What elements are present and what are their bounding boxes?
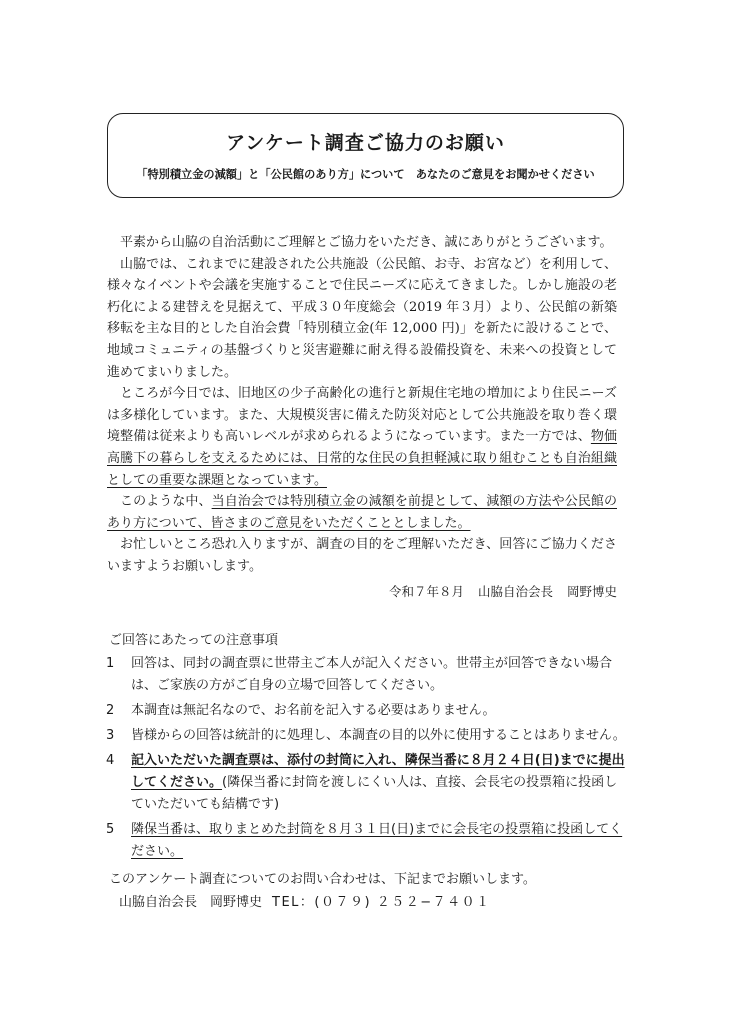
note-item — [106, 750, 626, 816]
intro-paragraph-3 — [107, 383, 617, 491]
signature-date: 令和７年８月 — [388, 584, 464, 599]
note-number: 1 — [106, 656, 115, 671]
contact-intro: このアンケート調査についてのお問い合わせは、下記までお願いします。 — [109, 872, 536, 887]
intro-body — [107, 232, 617, 578]
note-text-emphasis: 記入いただいた調査票は、添付の封筒に入れ、隣保当番に８月２４日(日)までに提出してください。 — [131, 753, 625, 790]
signature-name: 岡野博史 — [566, 584, 617, 599]
note-text: 皆様からの回答は統計的に処理し、本調査の目的以外に使用することはありません。 — [131, 728, 626, 743]
note-item — [106, 819, 626, 863]
notes-title: ご回答にあたっての注意事項 — [109, 633, 279, 648]
intro-paragraph-4-text: このような中、 — [120, 494, 212, 510]
note-text: 回答は、同封の調査票に世帯主ご本人が記入ください。世帯主が回答できない場合は、ご家族の方がご自身の立場で回答してください。 — [131, 656, 613, 693]
intro-paragraph-2: 山脇では、これまでに建設された公共施設（公民館、お寺、お宮など）を利用して、様々なイベントや会議を実施することで住民ニーズに応えてきました。しかし施設の老朽化による建替えを見据えて、平成３０年度総会（2019 年３月）より、公民館の新築移転を主な目的とした自治会費「特別積立金(年 12,000 円)」を新たに設けることで、地域コミュニティの基盤づくりと災害避難に耐え得る設備投資を、未来への投資として進めてまいりました。 — [107, 256, 617, 380]
note-number: 3 — [106, 728, 115, 743]
intro-paragraph-4 — [107, 491, 617, 534]
contact-tel: TEL：(０７９) ２５２−７４０１ — [272, 895, 491, 910]
page-title: アンケート調査ご協力のお願い — [226, 132, 505, 154]
signature-org: 山脇自治会長 — [477, 584, 553, 599]
note-text: 本調査は無記名なので、お名前を記入する必要はありません。 — [131, 703, 496, 718]
note-number: 5 — [106, 822, 115, 837]
intro-paragraph-4-underlined: 当自治会では特別積立金の減額を前提として、減額の方法や公民館のあり方について、皆さまのご意見をいただくこととしました。 — [107, 494, 617, 531]
note-number: 2 — [106, 703, 115, 718]
note-item — [106, 725, 626, 747]
intro-paragraph-3-underlined: 物価高騰下の暮らしを支えるためには、日常的な住民の負担軽減に取り組むことも自治組織としての重要な課題となっています。 — [107, 429, 617, 488]
intro-paragraph-1: 平素から山脇の自治活動にご理解とご協力をいただき、誠にありがとうございます。 — [120, 235, 613, 250]
note-item — [106, 653, 626, 697]
note-text: 隣保当番は、取りまとめた封筒を８月３１日(日)までに会長宅の投票箱に投函してください。 — [131, 822, 623, 859]
note-number: 4 — [106, 753, 115, 768]
page-subtitle: 「特別積立金の減額」と「公民館のあり方」について あなたのご意見をお聞かせください — [136, 168, 595, 181]
contact-person: 山脇自治会長 岡野博史 — [119, 895, 263, 910]
contact-line — [119, 891, 491, 910]
note-text: (隣保当番に封筒を渡しにくい人は、直接、会長宅の投票箱に投函していただいても結構です) — [131, 775, 618, 812]
intro-paragraph-3-text: ところが今日では、旧地区の少子高齢化の進行と新規住宅地の増加により住民ニーズは多様化しています。また、大規模災害に備えた防災対応として公共施設を取り巻く環境整備は従来よりも高いレベルが求められるようになっています。また一方では、 — [107, 386, 617, 445]
notes-list — [106, 653, 626, 863]
intro-paragraph-5: お忙しいところ恐れ入りますが、調査の目的をご理解いただき、回答にご協力くださいますようお願いします。 — [107, 537, 617, 574]
header-box — [107, 113, 624, 198]
signature — [389, 582, 617, 600]
note-item — [106, 700, 626, 722]
